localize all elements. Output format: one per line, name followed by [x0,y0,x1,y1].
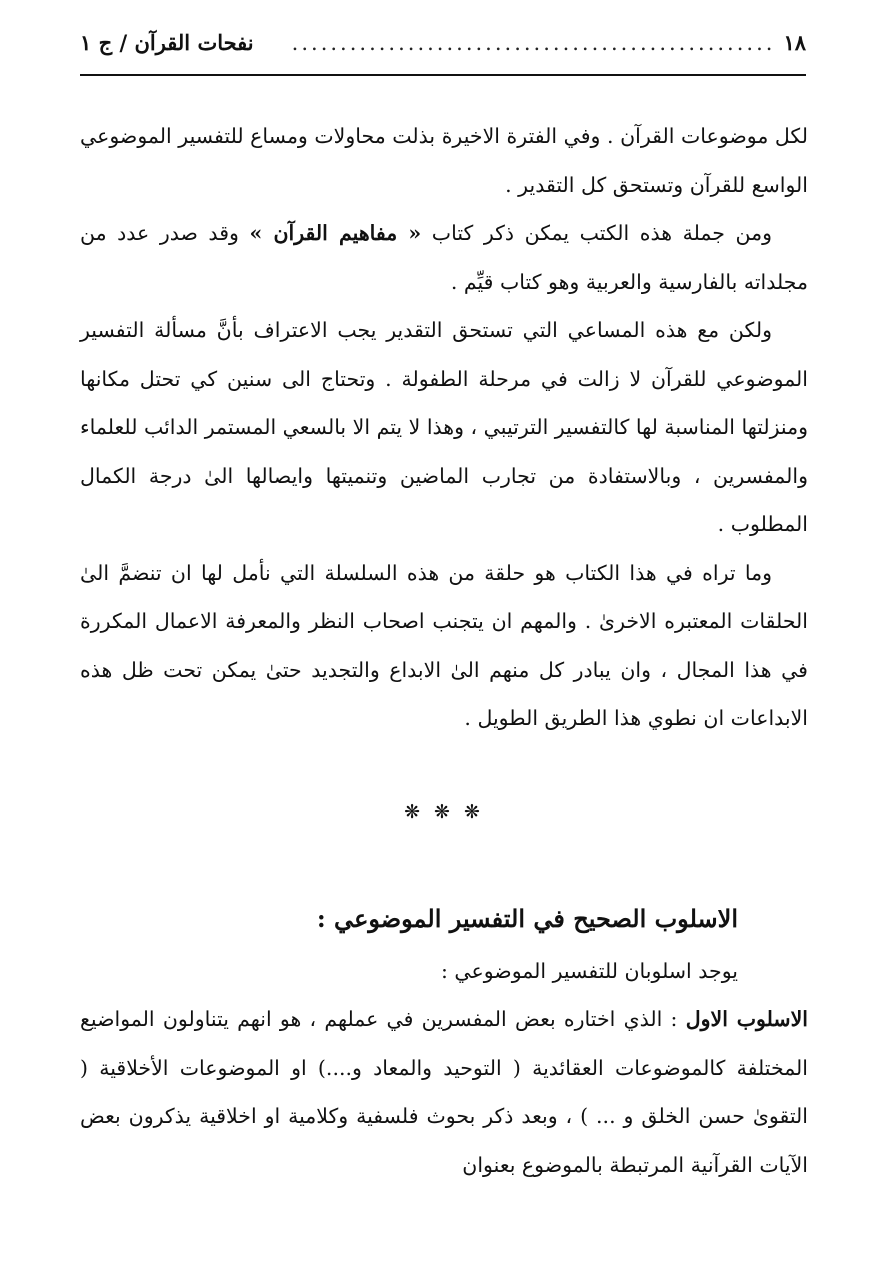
header-leader-dots: .................................................. [291,31,776,55]
paragraph-2-text-b: وقد صدر عدد من مجلداته بالفارسية والعربية وهو كتاب قيِّم . [80,221,808,294]
paragraph-1: لكل موضوعات القرآن . وفي الفترة الاخيرة بذلت محاولات ومساع للتفسير الموضوعي الواسع للقرآن وتستحق كل التقدير . [80,124,808,197]
paragraph-4: وما تراه في هذا الكتاب هو حلقة من هذه السلسلة التي نأمل لها ان تنضمَّ الىٰ الحلقات المعتبره الاخرىٰ . والمهم ان يتجنب اصحاب النظر والمعرفة الاعمال المكررة في هذا المجال ، وان يبادر كل منهم الىٰ الابداع والتجديد حتىٰ يمكن تحت ظل هذه الابداعات ان نطوي هذا الطريق الطويل . [80,560,808,730]
page-body [80,112,808,1189]
header-rule [80,74,806,76]
section-separator: ❋ ❋ ❋ [404,800,484,823]
first-method-label: الاسلوب الاول [685,1007,808,1031]
page-number: ١٨ [783,30,806,55]
page-header [80,30,806,70]
section-intro: يوجد اسلوبان للتفسير الموضوعي : [440,958,738,983]
paragraph-3: ولكن مع هذه المساعي التي تستحق التقدير يجب الاعتراف بأنَّ مسألة التفسير الموضوعي للقرآن لا زالت في مرحلة الطفولة . وتحتاج الى سنين كي تحتل مكانها ومنزلتها المناسبة لها كالتفسير الترتيبي ، وهذا لا يتم الا بالسعي المستمر الدائب للعلماء والمفسرين ، وبالاستفادة من تجارب الماضين وتنميتها وايصالها الىٰ درجة الكمال المطلوب . [80,318,808,536]
running-title: نفحات القرآن / ج ١ [80,30,254,55]
section-heading: الاسلوب الصحيح في التفسير الموضوعي : [316,903,738,933]
paragraph-first-method [80,995,808,1189]
paragraph-2 [80,209,808,306]
paragraph-2-text-a: ومن جملة هذه الكتب يمكن ذكر كتاب [431,221,772,245]
book-title-mafahim: « مفاهيم القرآن » [249,221,422,245]
first-method-text: : الذي اختاره بعض المفسرين في عملهم ، هو انهم يتناولون المواضيع المختلفة كالموضوعات العقائدية ( التوحيد والمعاد و....) او الموضوعات الأخلاقية ( التقوىٰ حسن الخلق و ... ) ، وبعد ذكر بحوث فلسفية وكلامية او اخلاقية يذكرون بعض الآيات القرآنية المرتبطة بالموضوع بعنوان [80,1007,808,1177]
